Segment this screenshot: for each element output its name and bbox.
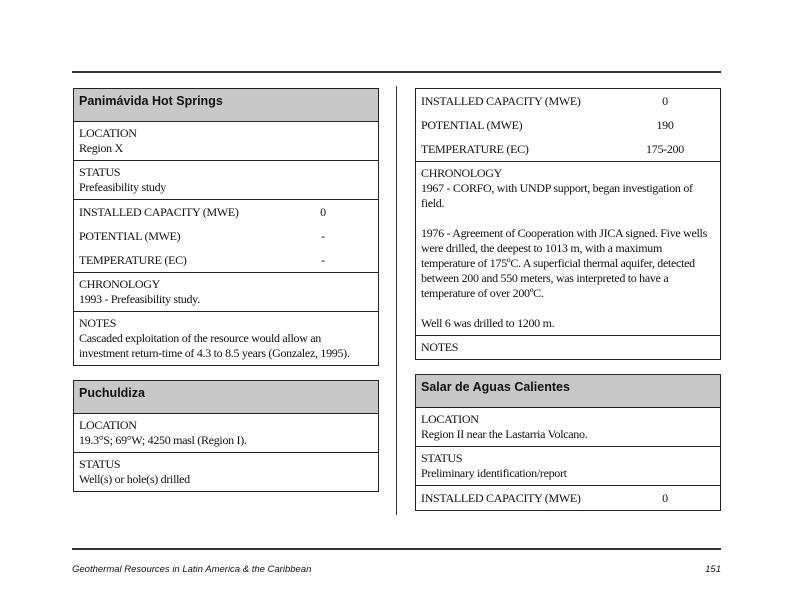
panimavida-card (73, 88, 379, 366)
status-section: STATUS Well(s) or hole(s) drilled (79, 457, 190, 486)
card-title: Puchuldiza (74, 381, 378, 414)
potential-row: POTENTIAL (MWE) 190 (421, 118, 674, 132)
status-section: STATUS Preliminary identification/report (416, 447, 720, 486)
notes-section: NOTES (421, 340, 459, 354)
header-rule (72, 71, 721, 73)
salar-card (415, 374, 721, 511)
column-divider (396, 86, 397, 515)
chronology-section: CHRONOLOGY 1993 - Prefeasibility study. (74, 273, 378, 312)
capacity-section (416, 486, 720, 510)
location-section: LOCATION Region II near the Lastarria Volcano. (416, 408, 720, 447)
chronology-section: CHRONOLOGY 1967 - CORFO, with UNDP support, began investigation of field. 1976 - Agreement of Cooperation with JICA signed. Five wells were drilled, the deepest to 1013 m, with a maximum temperature of 175ºC. A superficial thermal aquifer, detected between 200 and 550 meters, was interpreted to have a temperature of over 200ºC. Well 6 was drilled to 1200 m. (416, 162, 720, 336)
installed-capacity-row: INSTALLED CAPACITY (MWE) 0 (421, 491, 668, 505)
capacity-section (74, 200, 378, 273)
left-column (73, 88, 379, 506)
installed-capacity-row: INSTALLED CAPACITY (MWE) 0 (79, 205, 326, 219)
footer-title: Geothermal Resources in Latin America & the Caribbean (72, 564, 312, 575)
right-column (415, 88, 721, 525)
card-title: Salar de Aguas Calientes (416, 375, 720, 408)
potential-row: POTENTIAL (MWE) - (79, 229, 325, 243)
capacity-section (416, 89, 720, 162)
footer-rule (72, 548, 721, 550)
notes-section: NOTES Cascaded exploitation of the resource would allow an investment return-time of 4.3 to 8.5 years (Gonzalez, 1995). (79, 316, 350, 360)
temperature-row: TEMPERATURE (ЕC) - (79, 253, 325, 267)
puchuldiza-continued-card (415, 88, 721, 360)
status-section: STATUS Prefeasibility study (74, 161, 378, 200)
location-section: LOCATION 19.3°S; 69°W; 4250 masl (Region I). (74, 414, 378, 453)
puchuldiza-card (73, 380, 379, 492)
page-number: 151 (705, 564, 721, 575)
temperature-row: TEMPERATURE (ЕC) 175-200 (421, 142, 684, 156)
location-section: LOCATION Region X (74, 122, 378, 161)
card-title: Panimávida Hot Springs (74, 89, 378, 122)
installed-capacity-row: INSTALLED CAPACITY (MWE) 0 (421, 94, 668, 108)
